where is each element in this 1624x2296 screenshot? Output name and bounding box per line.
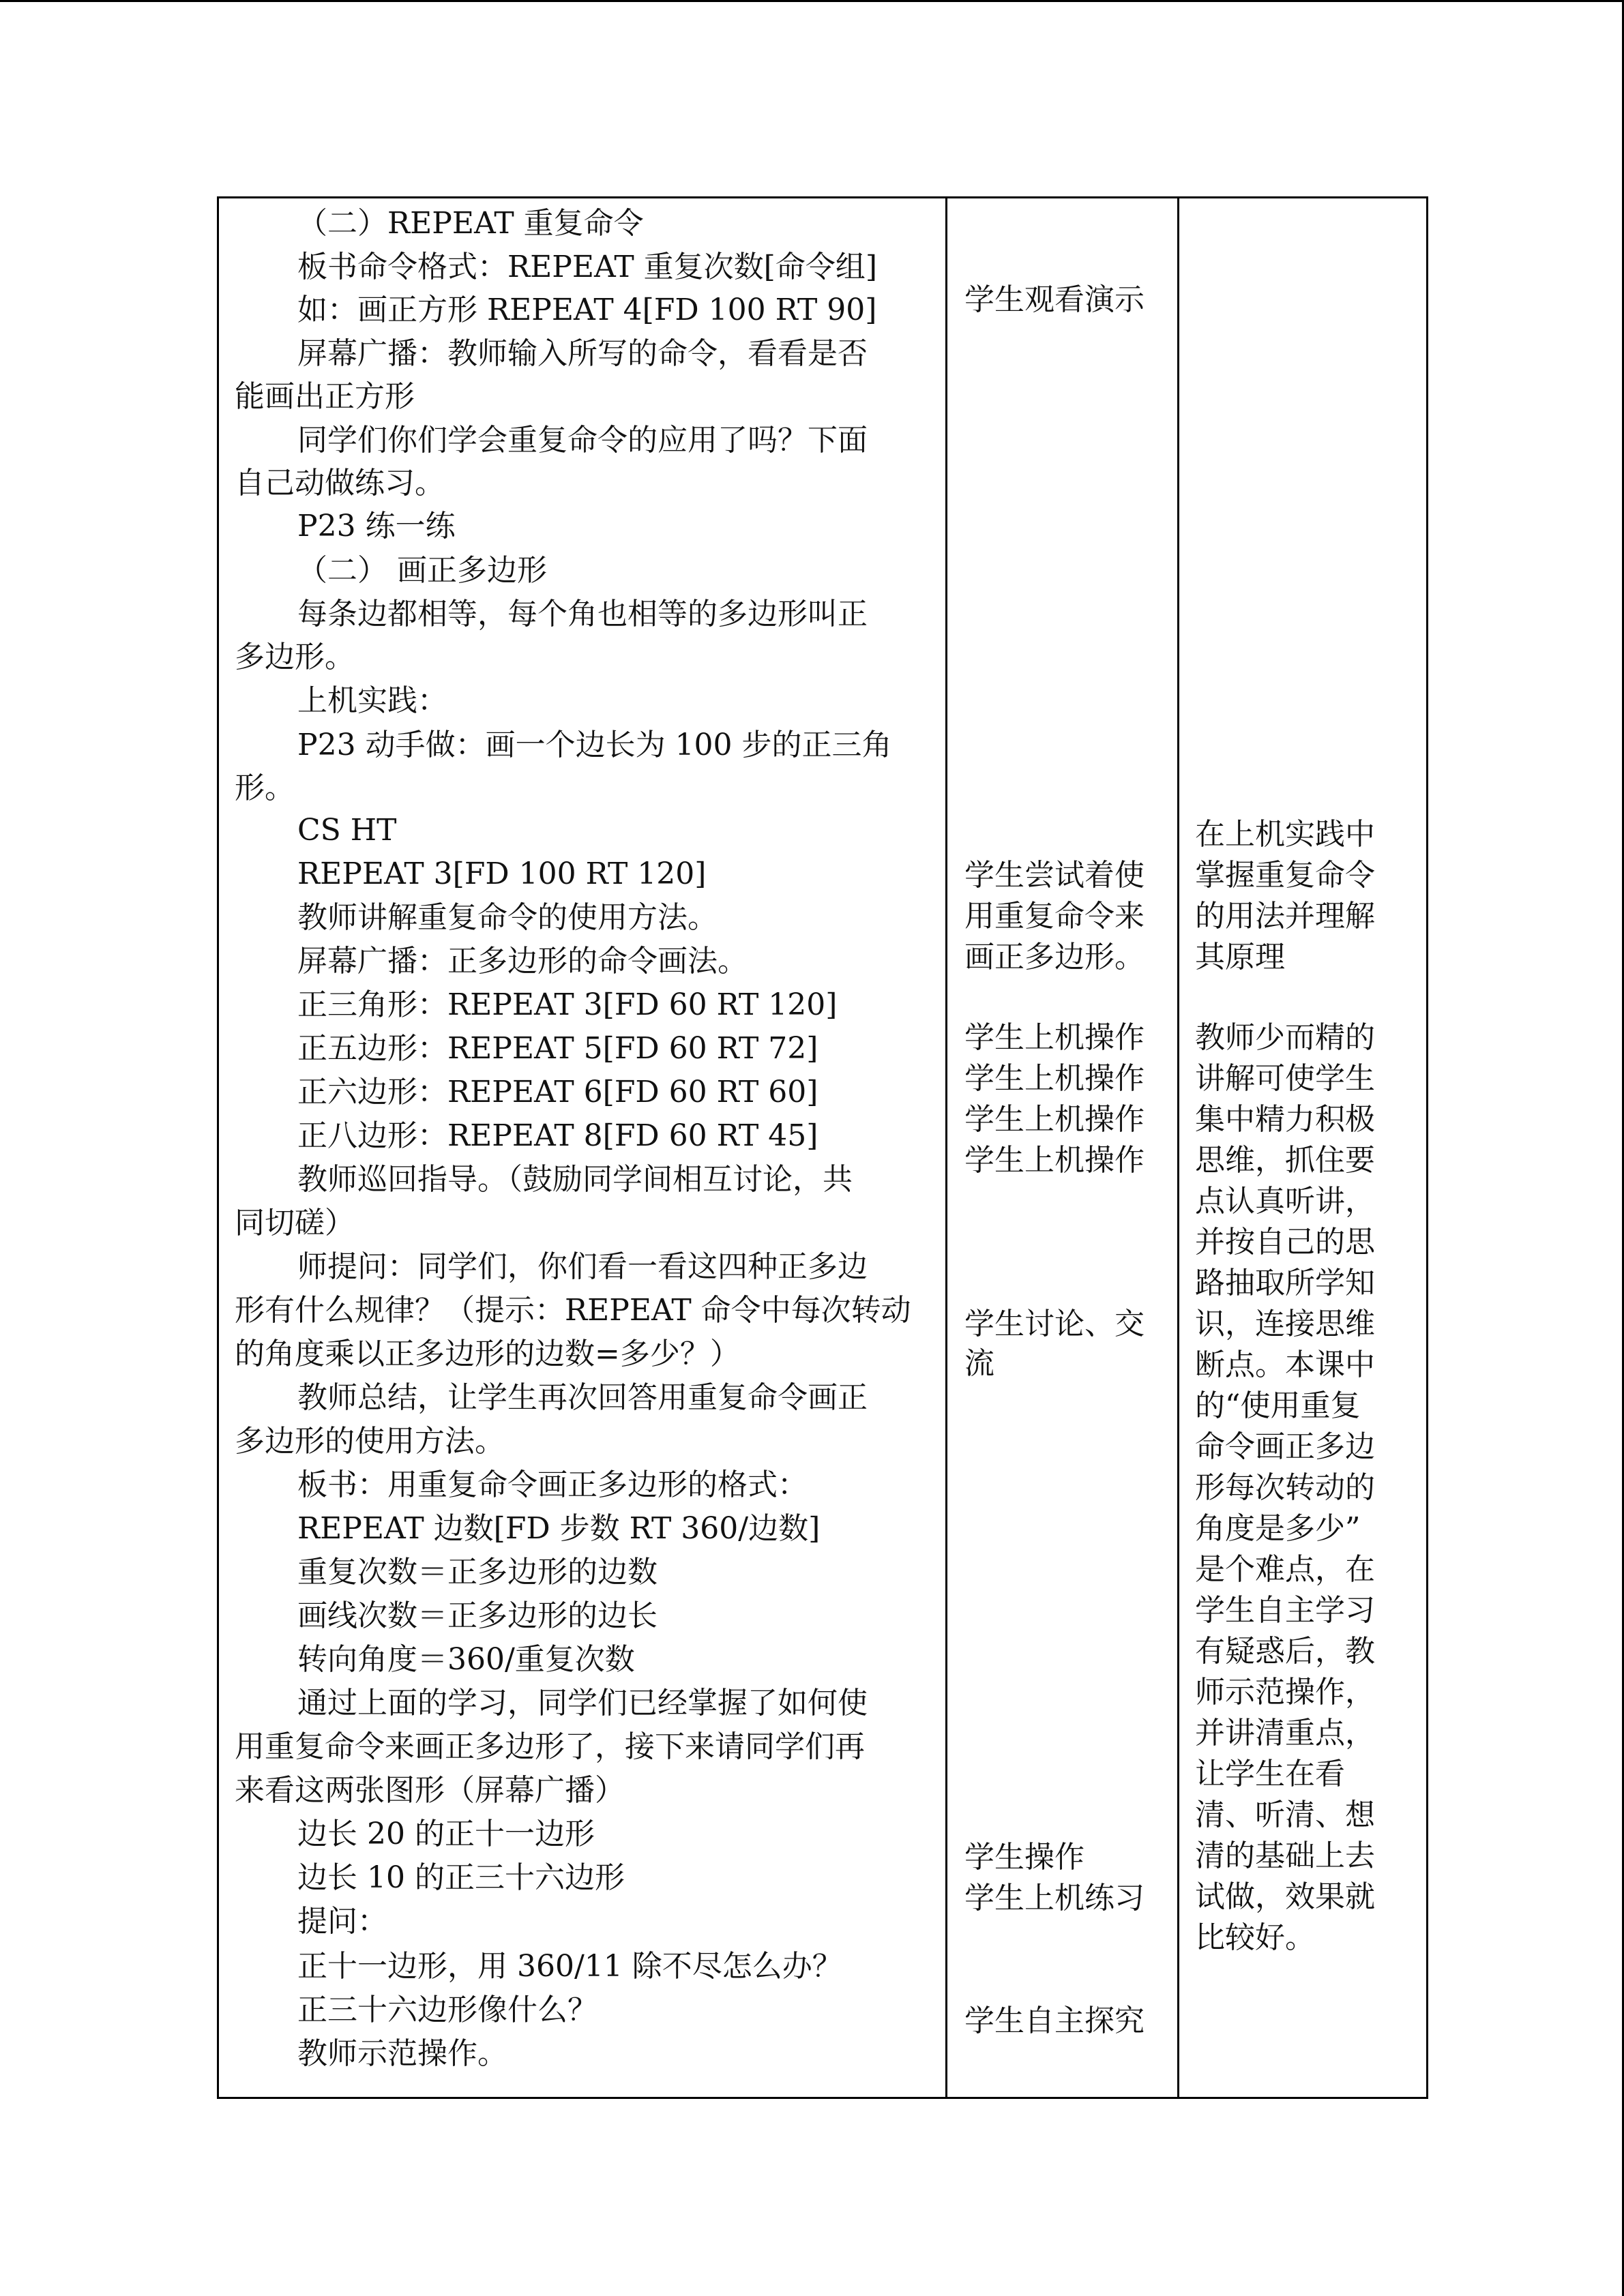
intent-line: 清的基础上去 xyxy=(1195,1838,1375,1873)
content-line: 画线次数＝正多边形的边长 xyxy=(297,1598,658,1633)
intent-line: 比较好。 xyxy=(1195,1920,1315,1955)
column-divider-2 xyxy=(1177,196,1179,2099)
content-line: 板书：用重复命令画正多边形的格式： xyxy=(297,1467,808,1502)
page-top-edge xyxy=(0,0,1624,2)
content-line: 自己动做练习。 xyxy=(235,466,445,501)
content-line: 每条边都相等，每个角也相等的多边形叫正 xyxy=(297,597,868,631)
content-line: 上机实践： xyxy=(297,683,447,718)
content-line: 正三角形：REPEAT 3[FD 60 RT 120] xyxy=(297,987,838,1022)
content-line: 屏幕广播：教师输入所写的命令，看看是否 xyxy=(297,336,868,371)
intent-line: 点认真听讲， xyxy=(1195,1184,1375,1219)
content-line: 板书命令格式：REPEAT 重复次数[命令组] xyxy=(297,250,878,284)
intent-line: 断点。本课中 xyxy=(1195,1347,1375,1382)
intent-line: 并按自己的思 xyxy=(1195,1225,1375,1259)
content-line: （二） 画正多边形 xyxy=(297,553,547,588)
activity-line: 学生上机操作 xyxy=(964,1143,1145,1178)
intent-line: 让学生在看 xyxy=(1195,1757,1345,1791)
activity-line: 用重复命令来 xyxy=(964,899,1145,934)
intent-line: 师示范操作， xyxy=(1195,1675,1375,1710)
intent-line: 思维，抓住要 xyxy=(1195,1143,1375,1178)
content-line: 能画出正方形 xyxy=(235,379,415,414)
activity-line: 学生操作 xyxy=(964,1840,1084,1875)
activity-line: 画正多边形。 xyxy=(964,940,1145,974)
intent-line: 形每次转动的 xyxy=(1195,1470,1375,1505)
content-line: 形。 xyxy=(235,771,295,805)
content-line: （二）REPEAT 重复命令 xyxy=(297,206,644,241)
intent-line: 其原理 xyxy=(1195,940,1285,974)
content-line: 同学们你们学会重复命令的应用了吗？下面 xyxy=(297,423,868,458)
content-line: 多边形。 xyxy=(235,640,355,674)
content-line: 如：画正方形 REPEAT 4[FD 100 RT 90] xyxy=(297,293,877,327)
intent-line: 掌握重复命令 xyxy=(1195,858,1375,893)
activity-line: 学生上机操作 xyxy=(964,1102,1145,1137)
content-line: 教师总结，让学生再次回答用重复命令画正 xyxy=(297,1380,868,1415)
content-line: 师提问：同学们，你们看一看这四种正多边 xyxy=(297,1249,868,1284)
intent-line: 学生自主学习 xyxy=(1195,1593,1375,1628)
content-line: 边长 20 的正十一边形 xyxy=(297,1817,595,1851)
intent-line: 有疑惑后，教 xyxy=(1195,1634,1375,1669)
intent-line: 集中精力积极 xyxy=(1195,1102,1375,1137)
intent-line: 在上机实践中 xyxy=(1195,817,1375,852)
activity-line: 学生上机练习 xyxy=(964,1881,1145,1915)
content-line: 提问： xyxy=(297,1904,387,1939)
activity-line: 学生尝试着使 xyxy=(964,858,1145,893)
content-line: 的角度乘以正多边形的边数=多少？） xyxy=(235,1337,740,1371)
activity-line: 学生自主探究 xyxy=(964,2003,1145,2038)
activity-line: 学生观看演示 xyxy=(964,282,1145,317)
content-line: 转向角度＝360/重复次数 xyxy=(297,1642,635,1677)
content-line: CS HT xyxy=(297,813,397,848)
content-line: 形有什么规律？（提示：REPEAT 命令中每次转动 xyxy=(235,1293,911,1328)
content-line: P23 练一练 xyxy=(297,509,456,543)
content-line: 教师讲解重复命令的使用方法。 xyxy=(297,900,718,935)
content-line: 同切磋） xyxy=(235,1206,355,1240)
content-line: 屏幕广播：正多边形的命令画法。 xyxy=(297,944,748,979)
column-divider-1 xyxy=(945,196,947,2099)
content-line: 正八边形：REPEAT 8[FD 60 RT 45] xyxy=(297,1118,818,1153)
content-line: P23 动手做：画一个边长为 100 步的正三角 xyxy=(297,728,892,762)
content-line: 正六边形：REPEAT 6[FD 60 RT 60] xyxy=(297,1075,818,1109)
activity-line: 学生上机操作 xyxy=(964,1061,1145,1096)
activity-line: 学生讨论、交 xyxy=(964,1307,1145,1341)
content-line: 正五边形：REPEAT 5[FD 60 RT 72] xyxy=(297,1031,818,1066)
intent-line: 是个难点，在 xyxy=(1195,1552,1375,1587)
content-line: 正十一边形，用 360/11 除不尽怎么办？ xyxy=(297,1949,842,1984)
activity-line: 学生上机操作 xyxy=(964,1020,1145,1055)
intent-line: 识，连接思维 xyxy=(1195,1307,1375,1341)
content-line: REPEAT 3[FD 100 RT 120] xyxy=(297,856,707,891)
intent-line: 试做，效果就 xyxy=(1195,1879,1375,1914)
content-line: 重复次数＝正多边形的边数 xyxy=(297,1555,658,1590)
content-line: REPEAT 边数[FD 步数 RT 360/边数] xyxy=(297,1511,821,1546)
intent-line: 讲解可使学生 xyxy=(1195,1061,1375,1096)
content-line: 教师巡回指导。（鼓励同学间相互讨论，共 xyxy=(297,1162,853,1197)
content-line: 正三十六边形像什么？ xyxy=(297,1993,597,2027)
intent-line: 并讲清重点， xyxy=(1195,1716,1375,1750)
intent-line: 的“使用重复 xyxy=(1195,1388,1361,1423)
content-line: 用重复命令来画正多边形了，接下来请同学们再 xyxy=(235,1729,865,1764)
intent-line: 清、听清、想 xyxy=(1195,1798,1375,1832)
content-line: 多边形的使用方法。 xyxy=(235,1424,505,1459)
content-line: 来看这两张图形（屏幕广播） xyxy=(235,1773,625,1808)
content-line: 通过上面的学习，同学们已经掌握了如何使 xyxy=(297,1686,868,1720)
content-line: 教师示范操作。 xyxy=(297,2036,507,2071)
activity-line: 流 xyxy=(964,1346,994,1381)
intent-line: 的用法并理解 xyxy=(1195,899,1375,934)
intent-line: 路抽取所学知 xyxy=(1195,1266,1375,1300)
intent-line: 命令画正多边 xyxy=(1195,1429,1375,1464)
content-line: 边长 10 的正三十六边形 xyxy=(297,1860,625,1895)
intent-line: 角度是多少” xyxy=(1195,1511,1361,1546)
intent-line: 教师少而精的 xyxy=(1195,1020,1375,1055)
